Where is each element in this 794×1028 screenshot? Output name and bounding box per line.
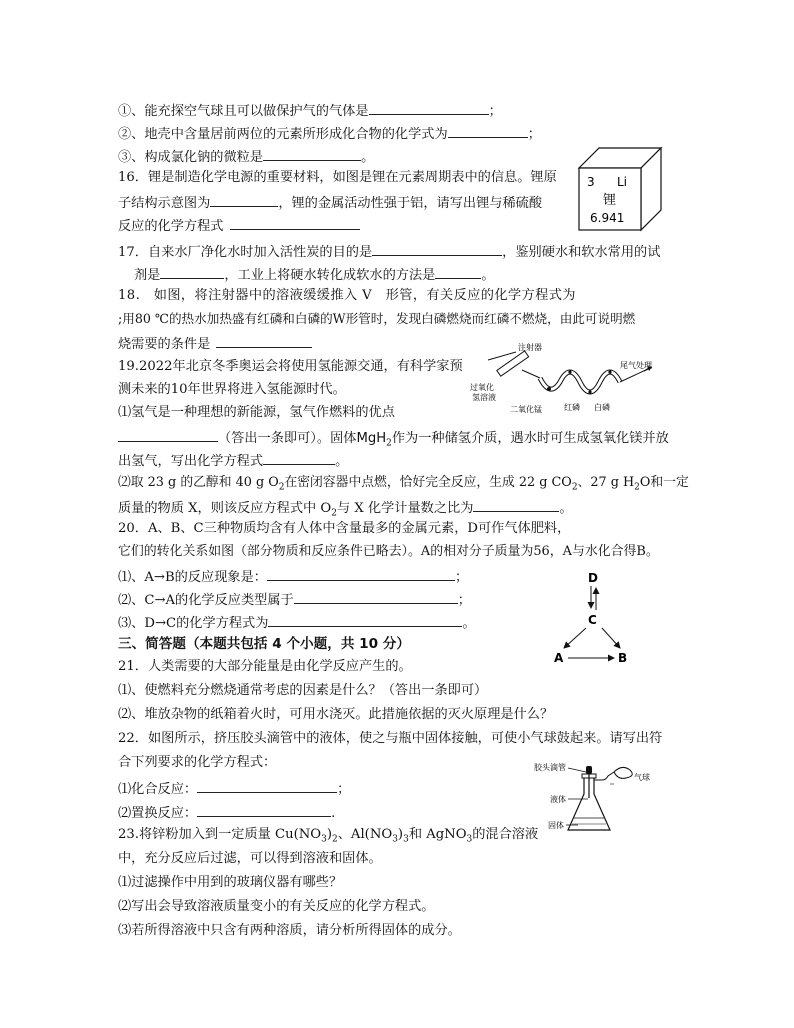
- answer-blank[interactable]: [216, 333, 312, 348]
- q21-item1: ⑴、使燃料充分燃烧通常考虑的因素是什么？（答出一条即可）: [118, 683, 488, 698]
- q22-item1: ⑴化合反应： ；: [118, 778, 350, 799]
- q19-line6: ⑵取 23 g 的乙醇和 40 g $O_2$在密闭容器中点燃，恰好完全反应，生成 22 g $CO_2$、27 g $H_2O$和一定: [118, 475, 689, 493]
- node-d: D: [588, 571, 598, 585]
- q19-line3: ⑴氢气是一种理想的新能源，氢气作燃料的优点: [118, 405, 395, 420]
- q21-item2: ⑵、堆放杂物的纸箱着火时，可用水浇灭。此措施依据的灭火原理是什么？: [118, 707, 554, 722]
- q22-line2: 合下列要求的化学方程式：: [118, 755, 277, 770]
- q21-line1: 21．人类需要的大部分能量是由化学反应产生的。: [118, 659, 412, 674]
- answer-blank[interactable]: [197, 802, 331, 817]
- flask-balloon-diagram: [530, 758, 680, 838]
- q15-item2: ②、地壳中含量居前两位的元素所形成化合物的化学式为 ；: [118, 123, 541, 144]
- answer-blank[interactable]: [473, 497, 559, 512]
- solution-label-2: 氢溶液: [472, 393, 496, 402]
- balloon-icon: [594, 767, 632, 784]
- solution-label-1: 过氧化: [470, 383, 494, 392]
- element-symbol: Li: [617, 175, 628, 189]
- q19-line2: 测未来的10年世界将进入氢能源时代。: [118, 382, 346, 397]
- q20-line1: 20．A、B、C三种物质均含有人体中含量最多的金属元素，D可作气体肥料，: [118, 521, 571, 536]
- q16-line2: 子结构示意图为 ，锂的金属活动性强于铝，请写出锂与稀硫酸: [118, 192, 542, 213]
- exhaust-label: 尾气处理: [620, 361, 652, 370]
- atomic-mass: 6.941: [590, 211, 625, 225]
- q23-line2: 中，充分反应后过滤，可以得到溶液和固体。: [118, 851, 382, 866]
- q18-line1: 18. 如图，将注射器中的溶液缓缓推入 V 形管，有关反应的化学方程式为: [118, 288, 576, 303]
- lithium-element-cube: [575, 144, 667, 234]
- section-title: 三、简答题（本题共包括 4 个小题，共 10 分）: [118, 636, 410, 652]
- w-tube-apparatus-diagram: [468, 340, 688, 418]
- answer-blank[interactable]: [118, 427, 218, 442]
- answer-blank[interactable]: [372, 241, 502, 256]
- q22-item2: ⑵置换反应： .: [118, 802, 335, 823]
- q23-item2: ⑵写出会导致溶液质量变小的有关反应的化学方程式。: [118, 899, 435, 914]
- q22-line1: 22．如图所示，挤压胶头滴管中的液体，使之与瓶中固体接触，可使小气球鼓起来。请写出符: [118, 731, 663, 746]
- q18-line2: ;用80 ℃的热水加热盛有红磷和白磷的W形管时，发现白磷燃烧而红磷不燃烧，由此可说明燃: [118, 311, 636, 326]
- solid-label: 固体: [548, 821, 564, 830]
- abcd-relation-diagram: [548, 568, 640, 668]
- dropper-icon: [586, 766, 592, 798]
- answer-blank[interactable]: [160, 264, 224, 279]
- catalyst-label: 二氧化锰: [510, 405, 542, 414]
- q15-item3: ③、构成氯化钠的微粒是 。: [118, 146, 374, 167]
- answer-blank[interactable]: [294, 589, 458, 604]
- answer-blank[interactable]: [197, 778, 337, 793]
- answer-blank[interactable]: [210, 192, 278, 207]
- liquid-label: 液体: [550, 795, 566, 804]
- catalyst-dot: [547, 387, 551, 391]
- syringe-icon: [488, 351, 540, 378]
- q20-item1: ⑴、A→B的反应现象是： ；: [118, 566, 468, 587]
- q20-line2: 它们的转化关系如图（部分物质和反应条件已略去）。A的相对分子质量为56，A与水化合得B。: [118, 544, 659, 559]
- balloon-label: 气球: [634, 773, 650, 782]
- answer-blank[interactable]: [268, 612, 462, 627]
- white-phosphorus-label: 白磷: [594, 403, 610, 412]
- answer-blank[interactable]: [435, 264, 481, 279]
- q19-line4: （答出一条即可）。固体MgH$_2$作为一种储氢介质，遇水时可生成氢氧化镁并放: [118, 427, 669, 448]
- atomic-number: 3: [587, 175, 595, 189]
- syringe-label: 注射器: [518, 343, 542, 352]
- answer-blank[interactable]: [263, 450, 335, 465]
- q23-item3: ⑶若所得溶液中只含有两种溶质，请分析所得固体的成分。: [118, 923, 461, 938]
- q23-item1: ⑴过滤操作中用到的玻璃仪器有哪些？: [118, 875, 343, 890]
- answer-blank[interactable]: [369, 100, 489, 115]
- red-phosphorus-label: 红磷: [564, 403, 580, 412]
- q16-line3: 反应的化学方程式: [118, 215, 360, 236]
- element-name: 锂: [603, 193, 617, 208]
- q17-line1: 17．自来水厂净化水时加入活性炭的目的是 ，鉴别硬水和软水常用的试: [118, 241, 660, 262]
- q19-line5: 出氢气，写出化学方程式 。: [118, 450, 348, 471]
- q23-line1: 23.将锌粉加入到一定质量 $Cu(NO_3)_2$、$Al(NO_3)_3$和 AgNO$_3$的混合溶液: [118, 827, 539, 845]
- answer-blank[interactable]: [267, 566, 455, 581]
- q17-line2: 剂是 ，工业上将硬水转化成软水的方法是 。: [134, 264, 495, 285]
- dropper-label: 胶头滴管: [534, 763, 566, 772]
- answer-blank[interactable]: [230, 215, 360, 230]
- q19-line7: 质量的物质 X，则该反应方程式中 $O_2$与 X 化学计量数之比为 。: [118, 497, 573, 518]
- node-a: A: [554, 651, 564, 665]
- q20-item3: ⑶、D→C的化学方程式为 。: [118, 612, 476, 633]
- answer-blank[interactable]: [263, 146, 361, 161]
- q18-line3: 烧需要的条件是: [118, 333, 312, 354]
- node-c: C: [588, 613, 597, 627]
- q16-line1: 16．锂是制造化学电源的重要材料，如图是锂在元素周期表中的信息。锂原: [118, 170, 557, 185]
- node-b: B: [618, 651, 628, 665]
- q20-item2: ⑵、C→A的化学反应类型属于 ；: [118, 589, 471, 610]
- answer-blank[interactable]: [448, 123, 528, 138]
- q19-line1: 19.2022年北京冬季奥运会将使用氢能源交通，有科学家预: [118, 359, 463, 374]
- q15-item1: ①、能充探空气球且可以做保护气的气体是 ；: [118, 100, 502, 121]
